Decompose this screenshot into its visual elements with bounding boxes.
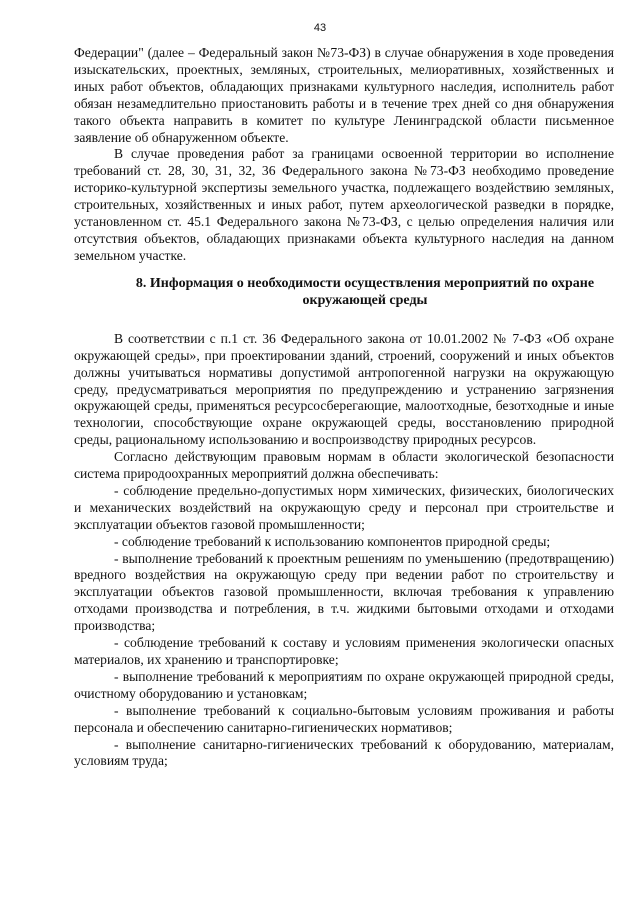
paragraph-intro: Согласно действующим правовым нормам в области экологической безопасности система природоохранных мероприятий должна обеспечивать:	[74, 449, 614, 482]
requirement-item: - соблюдение требований к составу и условиям применения экологически опасных материалов, их хранению и транспортировке;	[74, 635, 614, 667]
continuation-paragraph: Федерации" (далее – Федеральный закон №73-ФЗ) в случае обнаружения в ходе проведения изыскательских, проектных, земляных, строительных, мелиоративных, хозяйственных и иных работ объектов, обладающих признаками культурного наследия, исполнитель работ обязан незамедлительно приостановить работы и в течение трех дней со дня обнаружения такого объекта направить в комитет по культуре Ленинградской области письменное заявление об обнаруженном объекте.	[74, 45, 614, 145]
paragraph-outside-territory: В случае проведения работ за границами освоенной территории во исполнение требований ст. 28, 30, 31, 32, 36 Федерального закона №73-ФЗ необходимо проведение историко-культурной экспертизы земельного участка, подлежащего воздействию земляных, строительных, хозяйственных и иных работ, путем археологической разведки в порядке, установленном ст. 45.1 Федерального закона №73-ФЗ, с целью определения наличия или отсутствия объектов, обладающих признаками объекта культурного наследия на данном земельном участке.	[74, 146, 614, 263]
requirement-item: - соблюдение требований к использованию компонентов природной среды;	[114, 533, 551, 549]
requirement-item: - выполнение требований к мероприятиям по охране окружающей природной среды, очистному оборудованию и установкам;	[74, 668, 614, 701]
section-heading: 8. Информация о необходимости осуществления мероприятий по охране окружающей среды	[135, 275, 595, 308]
requirement-item: - выполнение требований к социально-бытовым условиям проживания и работы персонала и обеспечению санитарно-гигиенических нормативов;	[74, 702, 614, 735]
paragraph-law: В соответствии с п.1 ст. 36 Федерального закона от 10.01.2002 № 7-ФЗ «Об охране окружающей среды», при проектировании зданий, строений, сооружений и иных объектов должны учитываться нормативы допустимой антропогенной нагрузки на окружающую среду, предусматриваться мероприятия по предупреждению и устранению загрязнения окружающей среды, применяться ресурсосберегающие, малоотходные, безотходные и иные технологии, способствующие охране окружающей среды, восстановлению природной среды, рациональному использованию и воспроизводству природных ресурсов.	[74, 330, 614, 448]
page-content	[74, 45, 614, 770]
requirement-item: - соблюдение предельно-допустимых норм химических, физических, биологических и механических воздействий на окружающую среду и персонал при строительстве и эксплуатации объектов газовой промышленности;	[74, 482, 614, 532]
requirement-item: - выполнение требований к проектным решениям по уменьшению (предотвращению) вредного воздействия на окружающую среду при ведении работ по строительству и эксплуатации объектов газовой промышленности, включая требования к управлению отходами производства и потребления, в т.ч. жидкими бытовыми отходами и отходами производства;	[74, 550, 614, 634]
requirement-item: - выполнение санитарно-гигиенических требований к оборудованию, материалам, условиям труда;	[74, 736, 614, 769]
page-number: 43	[313, 22, 327, 34]
